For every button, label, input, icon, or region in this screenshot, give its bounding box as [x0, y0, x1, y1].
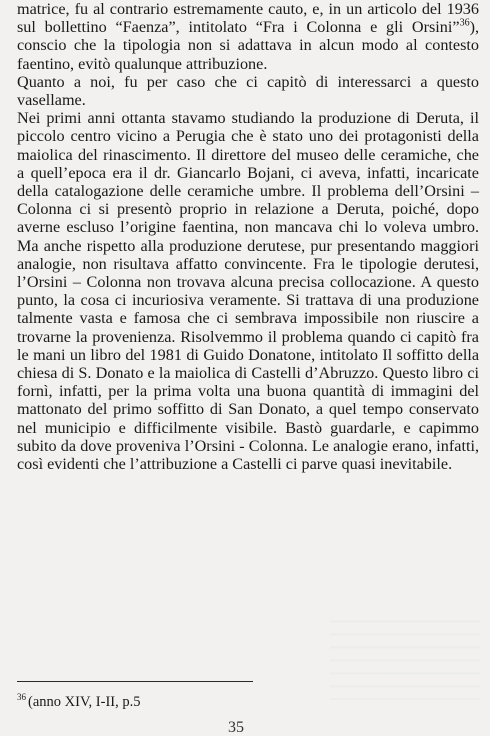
page-number: 35	[228, 719, 244, 736]
paragraph-1	[17, 0, 479, 73]
paragraph-2: Quanto a noi, fu per caso che ci capitò di interessarci a questo vasellame.	[17, 72, 479, 110]
bleed-through-texture	[330, 610, 480, 700]
paragraph-3: Nei primi anni ottanta stavamo studiando la produzione di Deruta, il piccolo centro vicino a Perugia che è stato uno dei protagonisti della maiolica del rinascimento. Il direttore del museo delle ceramiche, che a quell’epoca era il dr. Giancarlo Bojani, ci aveva, infatti, incaricate della catalogazione delle ceramiche umbre. Il problema dell’Orsini – Colonna ci si presentò proprio in relazione a Deruta, poiché, dopo averne escluso l’origine faentina, non mancava chi lo voleva umbro. Ma anche rispetto alla produzione derutese, pur presentando maggiori analogie, non risultava affatto convincente. Fra le tipologie derutesi, l’Orsini – Colonna non trovava alcuna precisa collocazione. A questo punto, la cosa ci incuriosiva veramente. Si trattava di una produzione talmente vasta e famosa che ci sembrava impossibile non riuscire a trovarne la provenienza. Risolvemmo il problema quando ci capitò fra le mani un libro del 1981 di Guido Donatone, intitolato Il soffitto della chiesa di S. Donato e la maiolica di Castelli d’Abruzzo. Questo libro ci fornì, infatti, per la prima volta una buona quantità di immagini del mattonato del primo soffitto di San Donato, a quel tempo conservato nel municipio e difficilmente visibile. Bastò guardarle, e capimmo subito da dove proveniva l’Orsini - Colonna. Le analogie erano, infatti, così evidenti che l’attribuzione a Castelli ci parve quasi inevitabile.	[17, 109, 479, 474]
paragraph-1-text: matrice, fu al contrario estremamente cauto, e, in un articolo del 1936 sul bollettino “Faenza”, intitolato “Fra i Colonna e gli Orsini”	[17, 0, 479, 37]
footnote-separator	[17, 681, 253, 682]
footnote-text: (anno XIV, I-II, p.5	[28, 694, 141, 710]
paragraph-1-tail: ), conscio che la tipologia non si adattava in alcun modo al contesto faentino, evitò qualunque attribuzione.	[17, 18, 479, 73]
footnote	[17, 694, 140, 710]
footnote-reference: 36	[459, 17, 470, 29]
body-text	[17, 0, 479, 473]
footnote-mark: 36	[17, 692, 26, 703]
